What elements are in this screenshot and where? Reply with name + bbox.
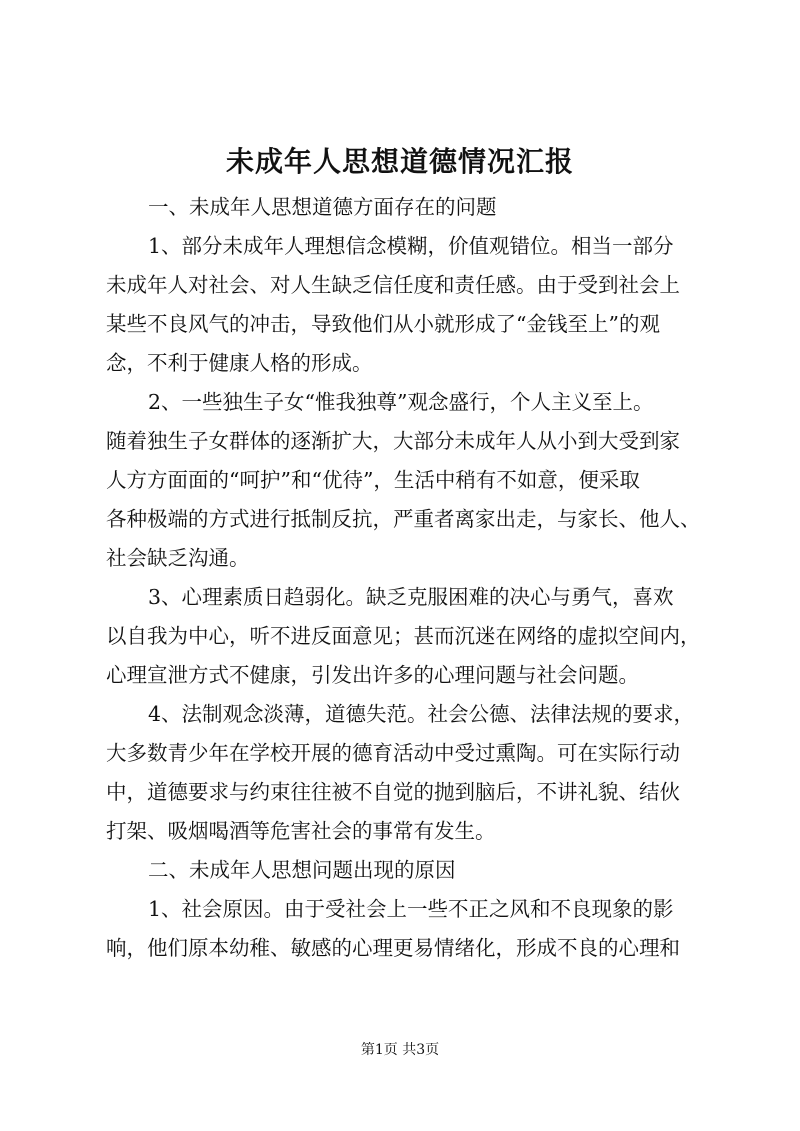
paragraph-line: 某些不良风气的冲击，导致他们从小就形成了“金钱至上”的观 (106, 312, 660, 336)
paragraph-line: 以自我为中心，听不进反面意见；甚而沉迷在网络的虚拟空间内， (106, 624, 701, 648)
paragraph-line: 未成年人对社会、对人生缺乏信任度和责任感。由于受到社会上 (106, 273, 680, 297)
paragraph-line: 打架、吸烟喝酒等危害社会的事常有发生。 (106, 819, 496, 843)
page-indicator: 第1页 共3页 (360, 1042, 440, 1058)
paragraph-line: 中，道德要求与约束往往被不自觉的抛到脑后，不讲礼貌、结伙 (106, 780, 680, 804)
paragraph-line: 社会缺乏沟通。 (106, 546, 250, 570)
paragraph-line: 大多数青少年在学校开展的德育活动中受过熏陶。可在实际行动 (106, 741, 680, 765)
paragraph-line: 4、法制观念淡薄，道德失范。社会公德、法律法规的要求， (148, 702, 695, 726)
paragraph-line: 1、社会原因。由于受社会上一些不正之风和不良现象的影 (148, 897, 674, 921)
section-heading-problems: 一、未成年人思想道德方面存在的问题 (148, 195, 497, 219)
paragraph-line: 3、心理素质日趋弱化。缺乏克服困难的决心与勇气，喜欢 (148, 585, 674, 609)
paragraph-line: 2、一些独生子女“惟我独尊”观念盛行，个人主义至上。 (148, 390, 654, 414)
paragraph-line: 人方方面面的“呵护”和“优待”，生活中稍有不如意，便采取 (106, 468, 640, 492)
paragraph-line: 1、部分未成年人理想信念模糊，价值观错位。相当一部分 (148, 234, 674, 258)
paragraph-line: 心理宣泄方式不健康，引发出许多的心理问题与社会问题。 (106, 663, 639, 687)
paragraph-line: 念，不利于健康人格的形成。 (106, 351, 373, 375)
paragraph-line: 各种极端的方式进行抵制反抗，严重者离家出走，与家长、他人、 (106, 507, 701, 531)
paragraph-line: 响，他们原本幼稚、敏感的心理更易情绪化，形成不良的心理和 (106, 936, 680, 960)
section-heading-causes: 二、未成年人思想问题出现的原因 (148, 858, 456, 882)
paragraph-line: 随着独生子女群体的逐渐扩大，大部分未成年人从小到大受到家 (106, 429, 680, 453)
document-title: 未成年人思想道德情况汇报 (225, 145, 574, 178)
